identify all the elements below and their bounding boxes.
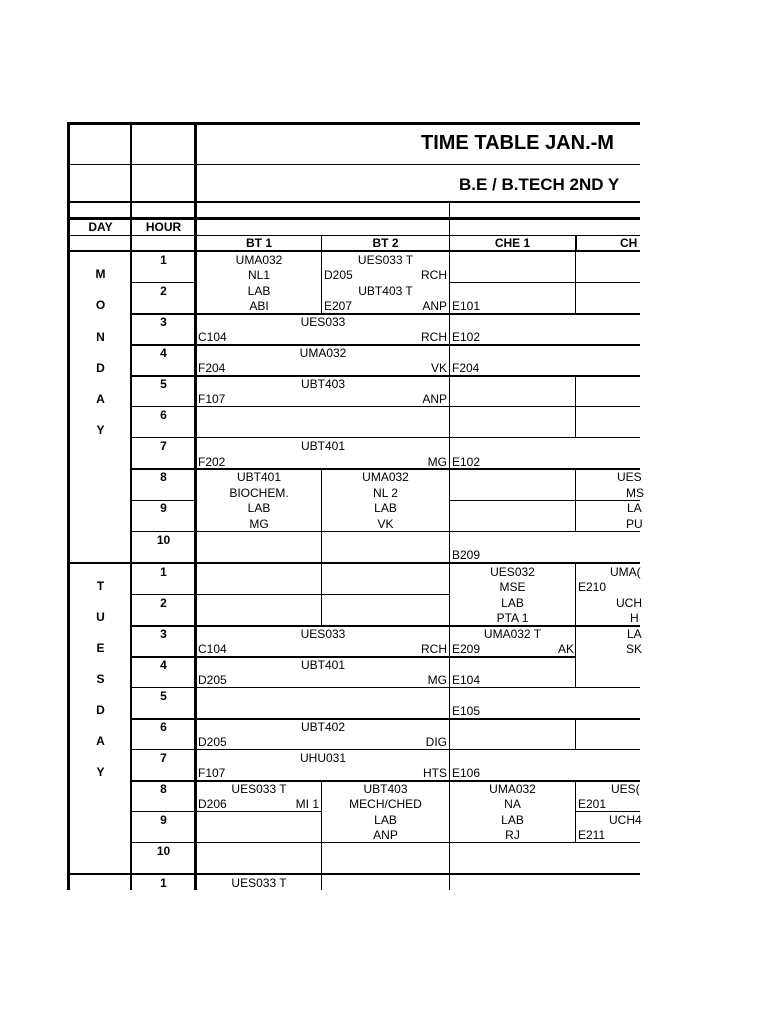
- group-header-bt2: BT 2: [372, 236, 399, 250]
- wednesday-bt1-h1-cell: UES033 T: [231, 876, 287, 890]
- monday-che1-h10-room: B209: [452, 548, 481, 562]
- wednesday-hour: 1: [160, 876, 167, 890]
- page-title: TIME TABLE JAN.-M: [421, 132, 614, 154]
- group-header-che1: CHE 1: [494, 236, 531, 250]
- monday-che1-h2-room: E101: [452, 299, 481, 313]
- timetable-sheet: TIME TABLE JAN.-M B.E / B.TECH 2ND Y DAY HOUR BT 1 BT 2 CHE 1 CH M O N D A Y T U E S D A Y 1 2 3 4 5 6 7 8 9 10 1 2 3 4 5 6 7 8 9 10 1 UMA032 NL1 LAB ABI UES033 T D205 RCH UBT403 T E207 ANP E101 UES033 C104 RCH E102 UMA032 F204 VK F204 UBT403 F107 ANP UBT401 F202 MG E102 UBT401 BIOCHEM. LAB MG UMA032 NL 2 LAB VK UES MS LA PU B209 UES032 MSE LAB PTA 1 UMA( E210 UCH H UES033 C104 RCH UMA032 T E209 AK LA SK UBT401 D205 MG E104 E105 UBT402 D205 DIG UHU031 F107 HTS E106 UES033 T D206 MI 1 UBT403 MECH/CHED LAB ANP UMA032 NA LAB RJ UES( E201 UCH4 E211 UES033 T: [0, 0, 768, 1024]
- tuesday-che1-h5-room: E105: [452, 704, 481, 718]
- page-subtitle: B.E / B.TECH 2ND Y: [459, 175, 620, 194]
- group-header-che2: CH: [620, 236, 638, 250]
- day-header: DAY: [88, 220, 113, 234]
- hour-header: HOUR: [145, 220, 182, 234]
- group-header-bt1: BT 1: [245, 236, 272, 250]
